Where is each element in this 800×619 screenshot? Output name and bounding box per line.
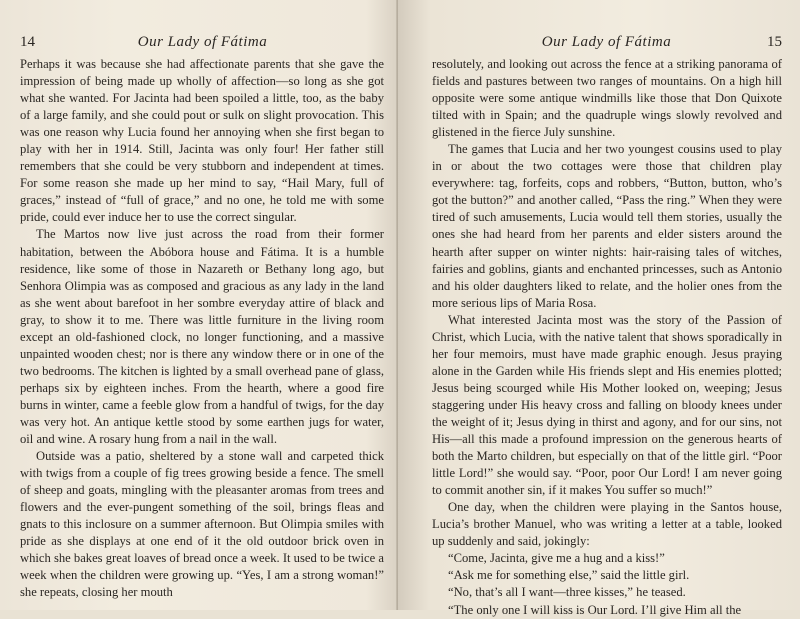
right-page-number: 15 [766,34,782,50]
paragraph: The Martos now live just across the road from their former habitation, between the Abóbora house and Fátima. It is a humble residence, like some of those in Nazareth or Bethany long ago, but Senhora Olimpia was as composed and gracious as any lady in the land as she went about barefoot in her sombre everyday attire of black and gray, to show it to me. There was little furniture in the living room except an old-fashioned clock, no longer functioning, and a massive unpainted wooden chest; nor is there any window there or in one of the two bedrooms. The kitchen is lighted by a small overhead pane of glass, perhaps six by eighteen inches. From the hearth, where a good fire burns in winter, came a feeble glow from a handful of twigs, for the day was very hot. An antique kettle stood by some earthen jugs for water, oil and wine. A rosary hung from a nail in the wall. [20,227,384,447]
paragraph: One day, when the children were playing in the Santos house, Lucia’s brother Manuel, who was writing a letter at a table, looked up suddenly and said, jokingly: [432,500,782,549]
paragraph: Outside was a patio, sheltered by a stone wall and carpeted thick with twigs from a couple of fig trees growing beside a fence. The smell of sheep and goats, mingling with the pleasanter aromas from trees and flowers and the ever-pungent something of the soil, brings fleas and gnats to this inclosure on a summer afternoon. But Olimpia smiles with pride as she displays at one end of it the old outdoor brick oven in which she bakes great loaves of bread once a week. It used to be twice a week when the children were growing up. “Yes, I am a strong woman!” she repeats, closing her mouth [20,449,384,600]
paragraph: “The only one I will kiss is Our Lord. I’ll give Him all the [448,602,742,617]
left-page [0,0,398,610]
paragraph: Perhaps it was because she had affectionate parents that she gave the impression of being made up wholly of affection—so long as she got what she wanted. For Jacinta had been spoiled a little, too, as the baby of a large family, and she could pout or sulk on slight provocation. This was one reason why Lucia found her annoying when she first began to play with her in 1914. Still, Jacinta was only four! Her father still remembers that she could be very stubborn and independent at times. For some reason she made up her mind to say, “Hail Mary, full of graces,” instead of “full of grace,” and no one, he told me with some pride, could ever induce her to use the correct singular. [20,57,384,225]
left-running-head: Our Lady of Fátima [137,34,268,50]
paragraph: “No, that’s all I want—three kisses,” he teased. [448,585,686,600]
left-page-body [20,56,384,602]
right-page-header [432,34,782,56]
right-running-head: Our Lady of Fátima [541,34,672,50]
paragraph: “Come, Jacinta, give me a hug and a kiss!” [448,551,665,566]
right-page-body [432,56,782,619]
paragraph: “Ask me for something else,” said the little girl. [448,568,690,583]
right-page [398,0,800,617]
left-page-header [20,34,384,56]
left-page-number: 14 [20,34,35,50]
paragraph: What interested Jacinta most was the story of the Passion of Christ, which Lucia, with the native talent that shows sporadically in her four memoirs, must have made graphic enough. Jesus praying alone in the Garden while His friends slept and His enemies plotted; Jesus being scourged while His Mother looked on, weeping; Jesus staggering under His heavy cross and falling on bloody knees under the weight of it; Jesus dying in thirst and agony, and for our sins, not His—all this made a profound impression on the generous hearts of both the Marto children, but especially on that of the little girl. “Poor little Lord!” she would say. “Poor, poor Our Lord! I am never going to commit another sin, if it makes You suffer so much!” [432,312,782,498]
paragraph: resolutely, and looking out across the fence at a striking panorama of fields and pastures between two ranges of mountains. On a high hill opposite were some antique windmills like those that Don Quixote tilted with in Spain; and the quadruple wings slowly revolved and glistened in the fierce July sunshine. [432,57,782,140]
paragraph: The games that Lucia and her two youngest cousins used to play in or about the two cottages were those that children play everywhere: tag, forfeits, cops and robbers, “Button, button, who’s got the button?” and another called, “Pass the ring.” When they were tired of such amusements, Lucia would tell them stories, usually the ones she had heard from her parents and elder sisters around the hearth after supper on winter nights: hair-raising tales of witches, fairies and goblins, giants and enchanted princesses, such as Antonio and his older daughters liked to relate, and the holier ones from the more serious lips of Maria Rosa. [432,142,782,310]
